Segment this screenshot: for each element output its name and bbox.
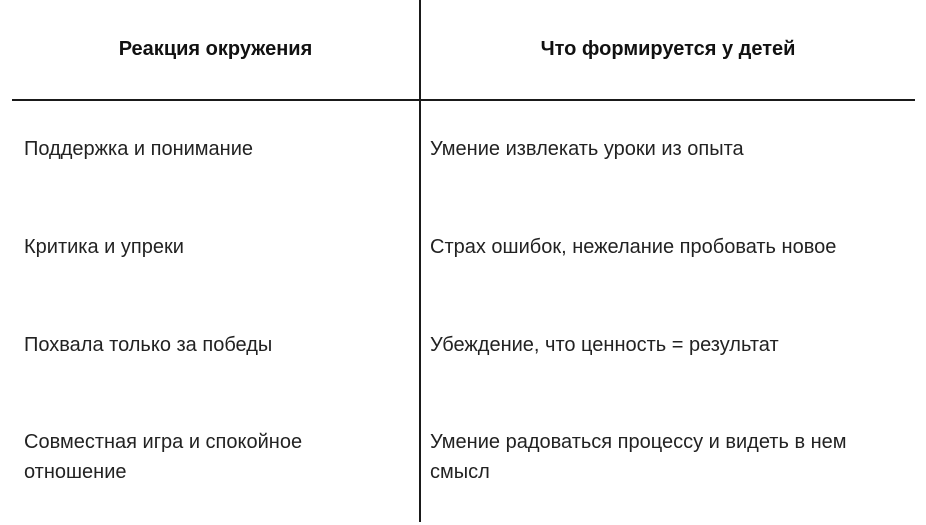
cell-reaction-joint-play: Совместная игра и спокойное отношение [24,431,303,483]
header-divider [12,99,915,101]
cell-outcome-fear: Страх ошибок, нежелание пробовать новое [430,236,837,258]
header-environment-reaction: Реакция окружения [118,38,313,60]
header-children-outcome: Что формируется у детей [540,38,796,60]
cell-reaction-support: Поддержка и понимание [24,138,254,160]
cell-reaction-criticism: Критика и упреки [24,236,184,258]
comparison-table [12,0,915,525]
cell-outcome-learning: Умение извлекать уроки из опыта [430,138,744,160]
column-divider [419,0,421,522]
cell-reaction-praise: Похвала только за победы [24,334,273,356]
cell-outcome-joy: Умение радоваться процессу и видеть в нем смысл [430,431,847,483]
cell-outcome-belief: Убеждение, что ценность = результат [430,334,779,356]
